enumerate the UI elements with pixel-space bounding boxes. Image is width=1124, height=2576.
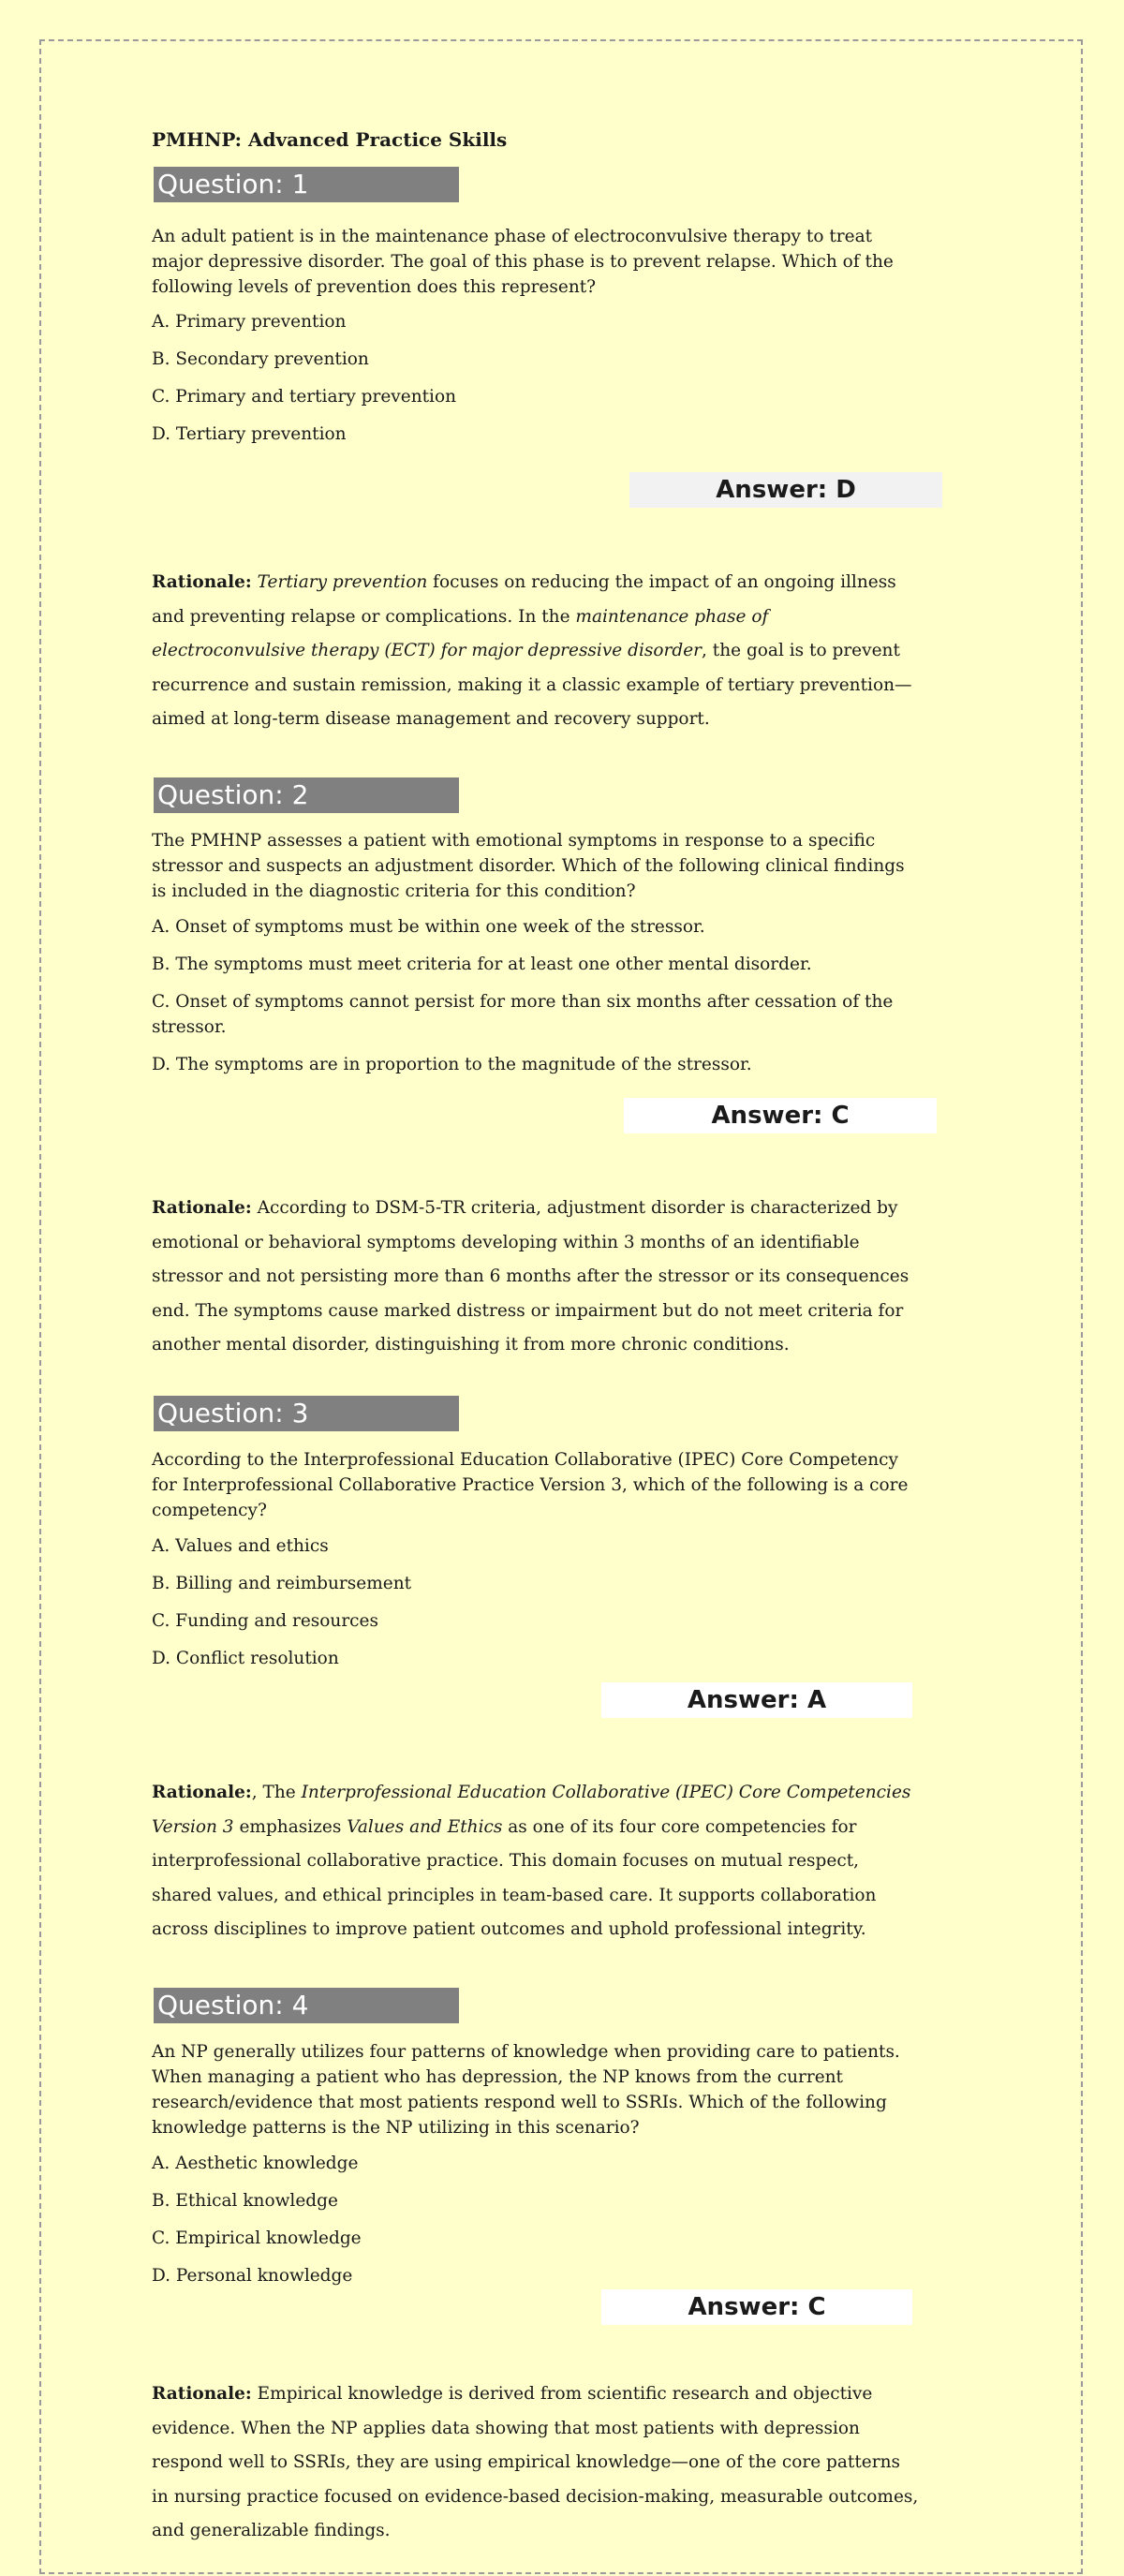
question-3-option-c: C. Funding and resources <box>152 1611 378 1631</box>
rationale-label: Rationale: <box>152 1198 252 1218</box>
question-4-text: An NP generally utilizes four patterns of knowledge when providing care to patients. When managing a patient who has depression, the NP knows from the current research/evidence that most patients respond well to SSRIs. Which of the following knowledge patterns is the NP utilizing in this scenario? <box>152 2042 900 2138</box>
question-4-option-d: D. Personal knowledge <box>152 2266 353 2286</box>
question-4-rationale <box>152 2377 920 2549</box>
question-3-text: According to the Interprofessional Education Collaborative (IPEC) Core Competency for Interprofessional Collaborative Practice Version 3, which of the following is a core competency? <box>152 1450 909 1520</box>
rationale-run: maintenance phase of electroconvulsive therapy (ECT) for major depressive disorder <box>152 606 769 660</box>
question-4-option-a: A. Aesthetic knowledge <box>152 2154 359 2173</box>
question-2-option-a: A. Onset of symptoms must be within one week of the stressor. <box>152 917 705 937</box>
question-1-rationale <box>152 566 920 737</box>
rationale-body <box>152 1783 910 1939</box>
rationale-run: focuses on reducing the impact of an ongoing illness and preventing relapse or complications. In the <box>152 572 896 627</box>
question-1-option-b: B. Secondary prevention <box>152 349 369 369</box>
question-4-option-c: C. Empirical knowledge <box>152 2228 362 2248</box>
question-2-option-b: B. The symptoms must meet criteria for at least one other mental disorder. <box>152 955 812 974</box>
rationale-label: Rationale: <box>152 2384 252 2404</box>
rationale-run: Values and Ethics <box>347 1816 503 1837</box>
question-1-answer: Answer: D <box>629 472 942 508</box>
question-2-answer: Answer: C <box>624 1098 937 1133</box>
question-1-header: Question: 1 <box>154 167 459 202</box>
question-4-header: Question: 4 <box>154 1988 459 2023</box>
rationale-run: Empirical knowledge is derived from scientific research and objective evidence. When the NP applies data showing that most patients with depression respond well to SSRIs, they are using empirical knowledge—one of the core patterns in nursing practice focused on evidence-based decision-making, measurable outcomes, and generalizable findings. <box>152 2384 919 2540</box>
question-3-rationale <box>152 1776 920 1947</box>
question-3-answer: Answer: A <box>601 1682 912 1718</box>
question-3-option-b: B. Billing and reimbursement <box>152 1574 412 1593</box>
rationale-label: Rationale: <box>152 1783 252 1802</box>
rationale-run: According to DSM-5-TR criteria, adjustment disorder is characterized by emotional or behavioral symptoms developing within 3 months of an identifiable stressor and not persisting more than 6 months after the stressor or its consequences end. The symptoms cause marked distress or impairment but do not meet criteria for another mental disorder, distinguishing it from more chronic conditions. <box>152 1198 910 1355</box>
question-2-option-d: D. The symptoms are in proportion to the magnitude of the stressor. <box>152 1055 752 1074</box>
rationale-run: emphasizes <box>233 1816 348 1837</box>
rationale-run: Tertiary prevention <box>257 572 428 592</box>
rationale-body <box>152 572 912 729</box>
rationale-body <box>152 1198 909 1355</box>
question-1-option-d: D. Tertiary prevention <box>152 424 347 444</box>
question-1-text: An adult patient is in the maintenance phase of electroconvulsive therapy to treat major depressive disorder. The goal of this phase is to prevent relapse. Which of the following levels of prevention does this represent? <box>152 227 894 297</box>
question-4-answer: Answer: C <box>601 2289 912 2325</box>
question-3-header: Question: 3 <box>154 1396 459 1431</box>
rationale-label: Rationale: <box>152 572 252 592</box>
question-2-text: The PMHNP assesses a patient with emotional symptoms in response to a specific stressor and suspects an adjustment disorder. Which of the following clinical findings is included in the diagnostic criteria for this condition? <box>152 831 905 901</box>
question-2-rationale <box>152 1192 920 1363</box>
rationale-run: Interprofessional Education Collaborative (IPEC) Core Competencies Version 3 <box>152 1783 911 1837</box>
document-title: PMHNP: Advanced Practice Skills <box>152 128 508 151</box>
question-1-option-c: C. Primary and tertiary prevention <box>152 387 457 407</box>
question-3-option-a: A. Values and ethics <box>152 1536 329 1556</box>
rationale-run: , The <box>251 1783 302 1802</box>
question-1-option-a: A. Primary prevention <box>152 312 347 332</box>
question-2-header: Question: 2 <box>154 777 459 813</box>
question-3-option-d: D. Conflict resolution <box>152 1649 339 1668</box>
rationale-run: , the goal is to prevent recurrence and sustain remission, making it a classic example of tertiary prevention—aimed at long-term disease management and recovery support. <box>152 641 912 729</box>
question-2-option-c: C. Onset of symptoms cannot persist for more than six months after cessation of the stressor. <box>152 992 894 1037</box>
rationale-run: as one of its four core competencies for interprofessional collaborative practice. This domain focuses on mutual respect, shared values, and ethical principles in team-based care. It supports collaboration across disciplines to improve patient outcomes and uphold professional integrity. <box>152 1816 877 1939</box>
question-4-option-b: B. Ethical knowledge <box>152 2191 338 2211</box>
rationale-body <box>152 2384 918 2540</box>
